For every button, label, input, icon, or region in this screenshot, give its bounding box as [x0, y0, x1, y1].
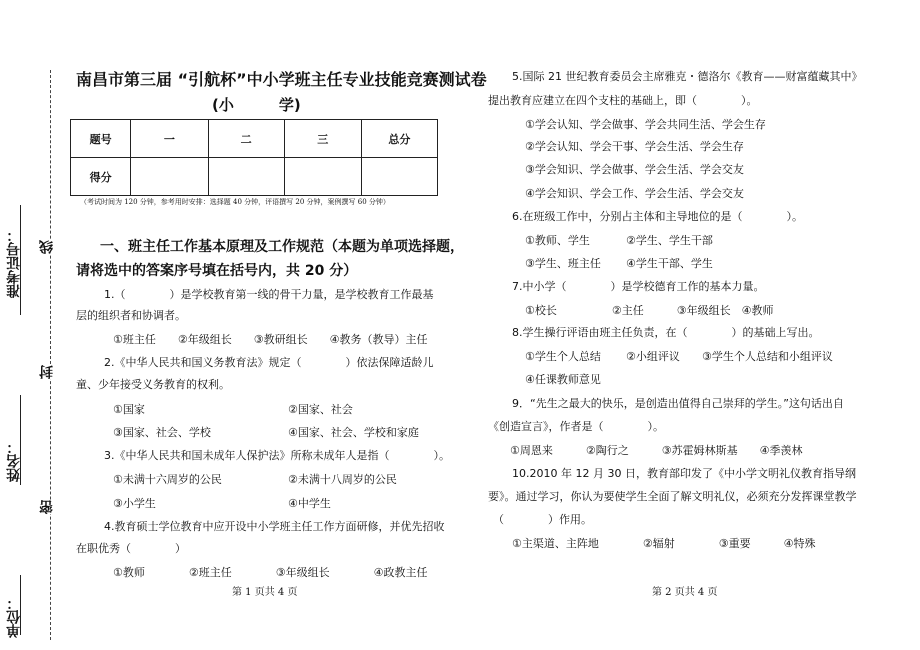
question-8-option: ②小组评议	[626, 350, 680, 363]
question-4: 在职优秀（ ）	[76, 542, 186, 555]
question-3: 3.《中华人民共和国未成年人保护法》所称未成年人是指（ ）。	[104, 449, 450, 462]
question-3-option: ④中学生	[288, 497, 331, 510]
seal-mark-mi: 密	[39, 500, 55, 514]
question-3-option: ①未满十六周岁的公民	[113, 473, 222, 486]
question-7-options: ①校长 ②主任 ③年级组长 ④教师	[525, 304, 774, 317]
question-10-options: ①主渠道、主阵地 ②辐射 ③重要 ④特殊	[512, 537, 816, 550]
question-1: 层的组织者和协调者。	[76, 309, 186, 322]
page-number: 第 2 页共 4 页	[652, 587, 718, 598]
question-10: 10.2010 年 12 月 30 日，教育部印发了《中小学文明礼仪教育指导纲	[512, 467, 856, 480]
question-8-option: ①学生个人总结	[525, 350, 601, 363]
question-2: 童、少年接受义务教育的权利。	[76, 378, 230, 391]
question-9: 《创造宣言》，作者是（ ）。	[488, 420, 664, 433]
score-input-cell[interactable]	[208, 158, 284, 196]
score-input-cell[interactable]	[361, 158, 437, 196]
question-4: 4.教育硕士学位教育中应开设中小学班主任工作方面研修，并优先招收	[104, 520, 445, 533]
unit-label: 单位：	[6, 596, 22, 638]
question-7: 7.中小学（ ）是学校德育工作的基本力量。	[512, 280, 765, 293]
question-2-option: ①国家	[113, 403, 145, 416]
question-5: 5.国际 21 世纪教育委员会主席雅克・德洛尔《教育——财富蕴藏其中》	[512, 70, 863, 83]
section-heading: 一、班主任工作基本原理及工作规范（本题为单项选择题，	[100, 239, 464, 255]
question-5: 提出教育应建立在四个支柱的基础上，即（ ）。	[488, 94, 758, 107]
question-10: 要》。通过学习，你认为要使学生全面了解文明礼仪，必须充分发挥课堂教学	[488, 490, 857, 503]
question-8: 8.学生操行评语由班主任负责，在（ ）的基础上写出。	[512, 326, 820, 339]
exam-id-label: 准考证号：	[6, 228, 22, 298]
score-input-cell[interactable]	[131, 158, 208, 196]
name-label: 姓名：	[6, 440, 22, 482]
question-3-option: ③小学生	[113, 497, 156, 510]
question-8-option: ④任课教师意见	[525, 373, 601, 386]
page-number: 第 1 页共 4 页	[232, 587, 298, 598]
question-1-options: ①班主任 ②年级组长 ③教研组长 ④教务（教导）主任	[113, 333, 428, 346]
question-5-option: ②学会认知、学会干事、学会生活、学会生存	[525, 140, 744, 153]
question-2-option: ③国家、社会、学校	[113, 426, 211, 439]
question-6-option: ②学生、学生干部	[626, 234, 713, 247]
question-6-option: ④学生干部、学生	[626, 257, 713, 270]
seal-mark-feng: 封	[39, 365, 55, 379]
score-input-cell[interactable]	[284, 158, 361, 196]
question-6-option: ①教师、学生	[525, 234, 590, 247]
page-title: 南昌市第三届 “引航杯”中小学班主任专业技能竞赛测试卷	[76, 70, 487, 89]
question-2-option: ④国家、社会、学校和家庭	[288, 426, 419, 439]
name-underline	[20, 395, 21, 485]
exam-id-underline	[20, 205, 21, 315]
question-8-option: ③学生个人总结和小组评议	[702, 350, 833, 363]
question-6: 6.在班级工作中，分别占主体和主导地位的是（ ）。	[512, 210, 803, 223]
question-5-option: ④学会知识、学会工作、学会生活、学会交友	[525, 187, 744, 200]
question-3-option: ②未满十八周岁的公民	[288, 473, 397, 486]
seal-mark-line: 线	[39, 240, 55, 254]
question-10: （ ）作用。	[493, 513, 592, 526]
section-heading: 请将选中的答案序号填在括号内，共 20 分）	[76, 263, 358, 279]
question-6-option: ③学生、班主任	[525, 257, 601, 270]
exam-time-note: （考试时间为 120 分钟，参考用时安排：选择题 40 分钟，评语撰写 20 分钟，案例撰写 60 分钟）	[80, 198, 390, 206]
question-2-option: ②国家、社会	[288, 403, 353, 416]
page-subtitle: (小 学)	[212, 96, 301, 114]
score-header-cell: 二	[208, 120, 284, 158]
question-9: 9．“先生之最大的快乐，是创造出值得自己崇拜的学生。”这句话出自	[512, 397, 844, 410]
unit-underline	[20, 575, 21, 635]
question-9-options: ①周恩来 ②陶行之 ③苏霍姆林斯基 ④季羡林	[510, 444, 803, 457]
score-row-label: 得分	[71, 158, 131, 196]
question-5-option: ①学会认知、学会做事、学会共同生活、学会生存	[525, 118, 766, 131]
score-header-cell: 三	[284, 120, 361, 158]
seal-dashed-line	[50, 70, 51, 640]
question-4-options: ①教师 ②班主任 ③年级组长 ④政教主任	[113, 566, 428, 579]
score-table	[70, 119, 438, 196]
question-1: 1.（ ）是学校教育第一线的骨干力量，是学校教育工作最基	[104, 288, 434, 301]
score-header-cell: 题号	[71, 120, 131, 158]
score-header-cell: 一	[131, 120, 208, 158]
question-5-option: ③学会知识、学会做事、学会生活、学会交友	[525, 163, 744, 176]
question-2: 2.《中华人民共和国义务教育法》规定（ ）依法保障适龄儿	[104, 356, 434, 369]
score-header-cell: 总分	[361, 120, 437, 158]
